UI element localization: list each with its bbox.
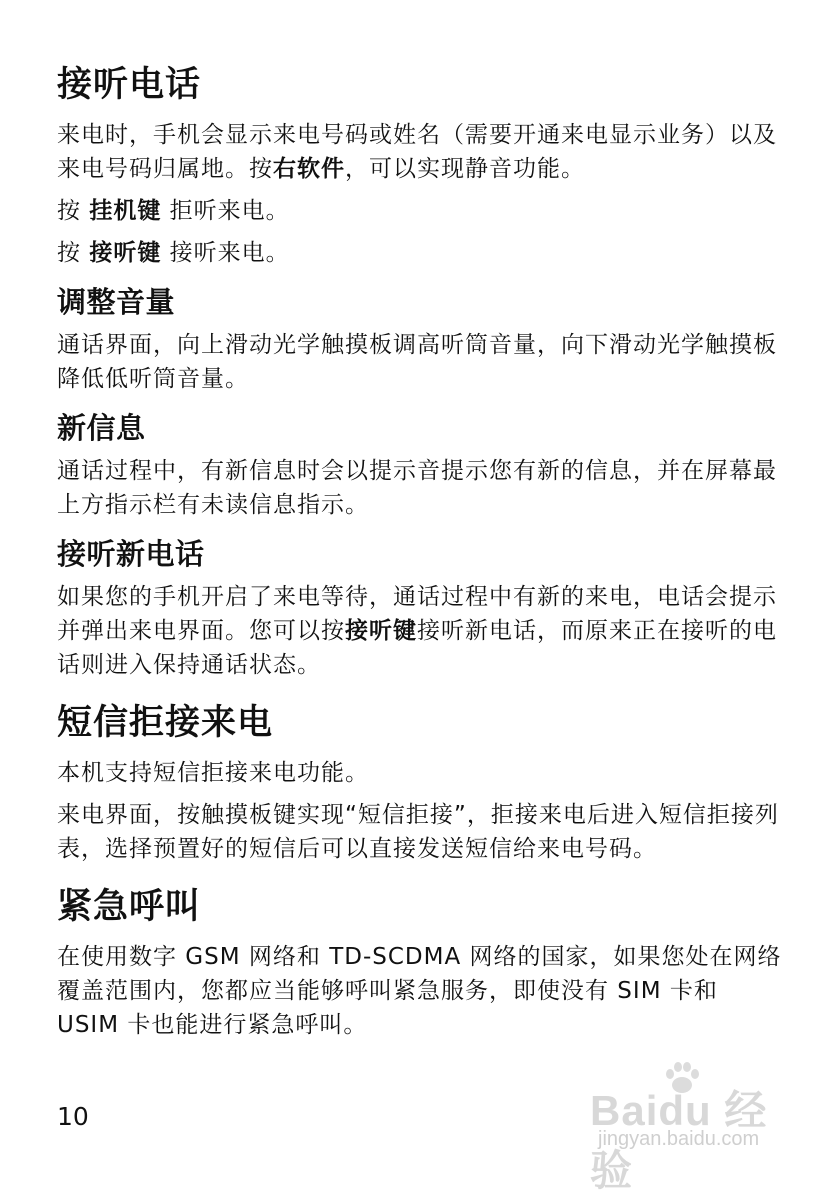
paragraph: 来电界面，按触摸板键实现“短信拒接”，拒接来电后进入短信拒接列表，选择预置好的短信后可以直接发送短信给来电号码。 [57,802,779,862]
section-title: 新信息 [57,411,146,445]
paragraph: 在使用数字 GSM 网络和 TD-SCDMA 网络的国家，如果您处在网络覆盖范围内，您都应当能够呼叫紧急服务，即使没有 SIM 卡和 USIM 卡也能进行紧急呼叫。 [57,944,782,1038]
text: 拒听来电。 [161,198,290,224]
key-name: 接听键 [89,240,162,266]
section-title: 短信拒接来电 [57,703,274,743]
section-title: 调整音量 [57,285,176,319]
section-answer-call [57,60,787,270]
paragraph: 本机支持短信拒接来电功能。 [57,760,369,786]
section-emergency-call [57,882,787,1042]
watermark-url-text: jingyan.baidu.com [598,1128,760,1150]
paragraph [57,194,787,228]
section-answer-new-call [57,534,787,682]
key-name: 右软件 [273,156,345,182]
page-number: 10 [57,1102,89,1131]
text: 接听新电话，而原来正在接听的电话则进入保持通话状态。 [57,618,777,678]
manual-page [57,60,787,1050]
key-name: 挂机键 [89,198,162,224]
text: 来电时，手机会显示来电号码或姓名（需要开通来电显示业务）以及来电号码归属地。按 [57,122,777,182]
section-adjust-volume [57,282,787,396]
paragraph: 通话界面，向上滑动光学触摸板调高听筒音量，向下滑动光学触摸板降低低听筒音量。 [57,332,777,392]
section-sms-reject [57,698,787,866]
paragraph [57,580,787,682]
section-title: 接听新电话 [57,537,205,571]
section-title: 紧急呼叫 [57,887,202,927]
paragraph [57,236,787,270]
text: 如果您的手机开启了来电等待，通话过程中有新的来电，电话会提示并弹出来电界面。您可以按 [57,584,777,644]
text: 接听来电。 [161,240,290,266]
paragraph [57,118,787,186]
text: 按 [57,198,90,224]
key-name: 接听键 [345,618,417,644]
text: 按 [57,240,90,266]
text: ，可以实现静音功能。 [345,156,585,182]
section-title: 接听电话 [57,65,202,105]
paragraph: 通话过程中，有新信息时会以提示音提示您有新的信息，并在屏幕最上方指示栏有未读信息指示。 [57,458,777,518]
baidu-watermark [590,1058,790,1194]
section-new-message [57,408,787,522]
watermark-main-text: Baidu 经验 [590,1087,768,1194]
